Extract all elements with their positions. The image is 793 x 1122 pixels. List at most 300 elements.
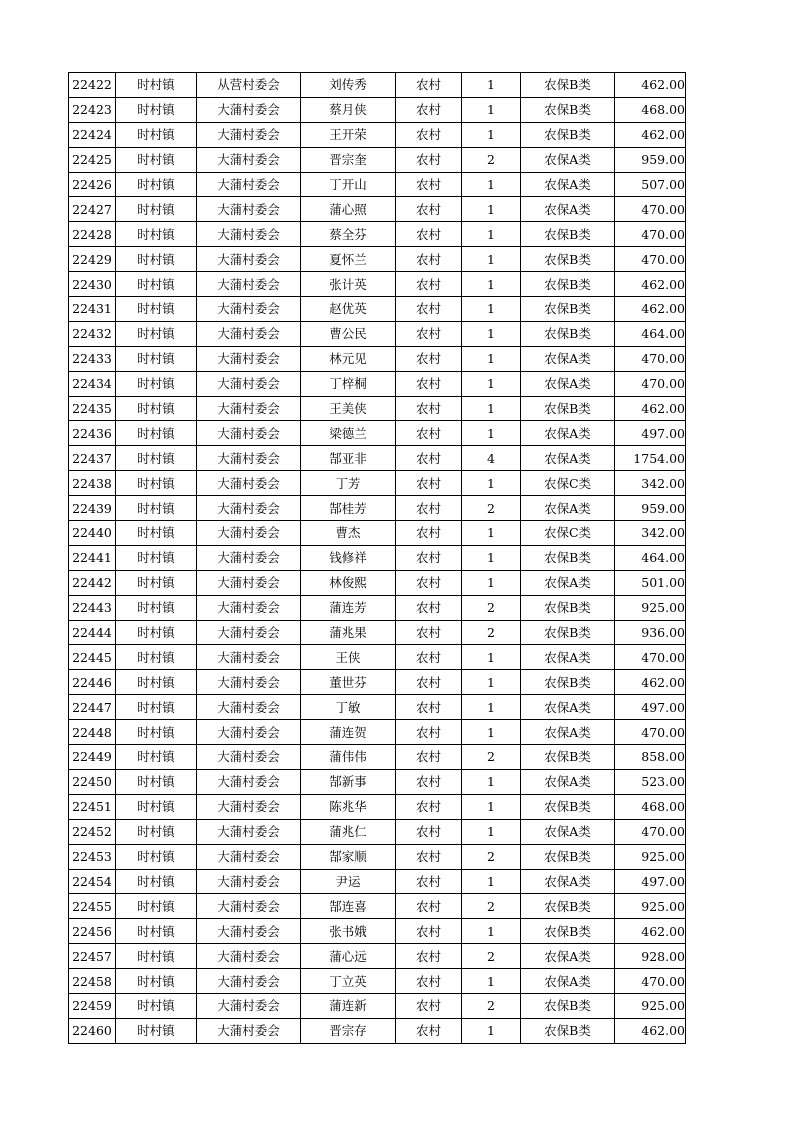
area-cell: 农村 [396, 645, 462, 670]
count-cell: 1 [462, 247, 521, 272]
name-cell: 林俊熙 [301, 570, 396, 595]
committee-cell: 大蒲村委会 [197, 595, 301, 620]
name-cell: 刘传秀 [301, 73, 396, 98]
town-cell: 时村镇 [116, 645, 197, 670]
table-row [69, 595, 686, 620]
amount-cell: 507.00 [615, 172, 686, 197]
count-cell: 1 [462, 869, 521, 894]
town-cell: 时村镇 [116, 272, 197, 297]
name-cell: 钱修祥 [301, 545, 396, 570]
town-cell: 时村镇 [116, 197, 197, 222]
category-cell: 农保B类 [521, 993, 615, 1018]
category-cell: 农保A类 [521, 570, 615, 595]
count-cell: 1 [462, 521, 521, 546]
name-cell: 张书娥 [301, 919, 396, 944]
amount-cell: 936.00 [615, 620, 686, 645]
town-cell: 时村镇 [116, 1018, 197, 1043]
count-cell: 1 [462, 321, 521, 346]
amount-cell: 462.00 [615, 396, 686, 421]
town-cell: 时村镇 [116, 396, 197, 421]
category-cell: 农保B类 [521, 396, 615, 421]
area-cell: 农村 [396, 147, 462, 172]
area-cell: 农村 [396, 321, 462, 346]
town-cell: 时村镇 [116, 147, 197, 172]
table-row [69, 819, 686, 844]
town-cell: 时村镇 [116, 222, 197, 247]
name-cell: 蒲心远 [301, 944, 396, 969]
amount-cell: 470.00 [615, 819, 686, 844]
name-cell: 梁德兰 [301, 421, 396, 446]
town-cell: 时村镇 [116, 670, 197, 695]
table-row [69, 147, 686, 172]
record-id-cell: 22449 [69, 745, 116, 770]
record-id-cell: 22443 [69, 595, 116, 620]
town-cell: 时村镇 [116, 73, 197, 98]
category-cell: 农保A类 [521, 496, 615, 521]
town-cell: 时村镇 [116, 446, 197, 471]
committee-cell: 大蒲村委会 [197, 993, 301, 1018]
amount-cell: 462.00 [615, 1018, 686, 1043]
category-cell: 农保B类 [521, 97, 615, 122]
amount-cell: 470.00 [615, 969, 686, 994]
area-cell: 农村 [396, 670, 462, 695]
town-cell: 时村镇 [116, 919, 197, 944]
table-row [69, 794, 686, 819]
area-cell: 农村 [396, 272, 462, 297]
table-row [69, 969, 686, 994]
category-cell: 农保B类 [521, 297, 615, 322]
committee-cell: 大蒲村委会 [197, 147, 301, 172]
committee-cell: 大蒲村委会 [197, 97, 301, 122]
category-cell: 农保A类 [521, 645, 615, 670]
count-cell: 1 [462, 570, 521, 595]
category-cell: 农保A类 [521, 769, 615, 794]
town-cell: 时村镇 [116, 695, 197, 720]
category-cell: 农保B类 [521, 545, 615, 570]
table-row [69, 297, 686, 322]
category-cell: 农保B类 [521, 844, 615, 869]
name-cell: 曹杰 [301, 521, 396, 546]
table-row [69, 745, 686, 770]
town-cell: 时村镇 [116, 720, 197, 745]
area-cell: 农村 [396, 496, 462, 521]
count-cell: 2 [462, 993, 521, 1018]
amount-cell: 470.00 [615, 346, 686, 371]
committee-cell: 大蒲村委会 [197, 695, 301, 720]
amount-cell: 959.00 [615, 496, 686, 521]
committee-cell: 大蒲村委会 [197, 570, 301, 595]
record-id-cell: 22436 [69, 421, 116, 446]
table-row [69, 570, 686, 595]
town-cell: 时村镇 [116, 247, 197, 272]
table-row [69, 769, 686, 794]
area-cell: 农村 [396, 73, 462, 98]
amount-cell: 1754.00 [615, 446, 686, 471]
amount-cell: 470.00 [615, 371, 686, 396]
category-cell: 农保B类 [521, 272, 615, 297]
area-cell: 农村 [396, 794, 462, 819]
category-cell: 农保B类 [521, 919, 615, 944]
table-body [69, 73, 686, 1044]
table-row [69, 993, 686, 1018]
name-cell: 丁敏 [301, 695, 396, 720]
committee-cell: 大蒲村委会 [197, 471, 301, 496]
amount-cell: 462.00 [615, 122, 686, 147]
name-cell: 蒲连贺 [301, 720, 396, 745]
amount-cell: 858.00 [615, 745, 686, 770]
record-id-cell: 22452 [69, 819, 116, 844]
category-cell: 农保A类 [521, 720, 615, 745]
category-cell: 农保B类 [521, 794, 615, 819]
area-cell: 农村 [396, 197, 462, 222]
committee-cell: 大蒲村委会 [197, 944, 301, 969]
area-cell: 农村 [396, 545, 462, 570]
name-cell: 尹运 [301, 869, 396, 894]
amount-cell: 470.00 [615, 720, 686, 745]
table-row [69, 321, 686, 346]
count-cell: 1 [462, 969, 521, 994]
committee-cell: 大蒲村委会 [197, 396, 301, 421]
name-cell: 郜亚非 [301, 446, 396, 471]
name-cell: 董世芬 [301, 670, 396, 695]
area-cell: 农村 [396, 894, 462, 919]
name-cell: 王美侠 [301, 396, 396, 421]
count-cell: 1 [462, 421, 521, 446]
name-cell: 郜家顺 [301, 844, 396, 869]
count-cell: 2 [462, 745, 521, 770]
category-cell: 农保A类 [521, 147, 615, 172]
committee-cell: 大蒲村委会 [197, 222, 301, 247]
table-row [69, 720, 686, 745]
category-cell: 农保B类 [521, 1018, 615, 1043]
table-row [69, 670, 686, 695]
category-cell: 农保A类 [521, 197, 615, 222]
town-cell: 时村镇 [116, 471, 197, 496]
amount-cell: 470.00 [615, 222, 686, 247]
amount-cell: 925.00 [615, 844, 686, 869]
town-cell: 时村镇 [116, 172, 197, 197]
amount-cell: 925.00 [615, 993, 686, 1018]
category-cell: 农保A类 [521, 172, 615, 197]
name-cell: 夏怀兰 [301, 247, 396, 272]
amount-cell: 342.00 [615, 521, 686, 546]
committee-cell: 大蒲村委会 [197, 894, 301, 919]
town-cell: 时村镇 [116, 521, 197, 546]
name-cell: 丁梓桐 [301, 371, 396, 396]
count-cell: 1 [462, 346, 521, 371]
name-cell: 蒲兆仁 [301, 819, 396, 844]
count-cell: 1 [462, 371, 521, 396]
committee-cell: 大蒲村委会 [197, 545, 301, 570]
category-cell: 农保C类 [521, 471, 615, 496]
category-cell: 农保B类 [521, 620, 615, 645]
record-id-cell: 22426 [69, 172, 116, 197]
area-cell: 农村 [396, 446, 462, 471]
town-cell: 时村镇 [116, 122, 197, 147]
record-id-cell: 22458 [69, 969, 116, 994]
record-id-cell: 22453 [69, 844, 116, 869]
committee-cell: 大蒲村委会 [197, 172, 301, 197]
town-cell: 时村镇 [116, 421, 197, 446]
amount-cell: 470.00 [615, 645, 686, 670]
area-cell: 农村 [396, 247, 462, 272]
category-cell: 农保B类 [521, 670, 615, 695]
category-cell: 农保A类 [521, 869, 615, 894]
record-id-cell: 22439 [69, 496, 116, 521]
name-cell: 蒲心照 [301, 197, 396, 222]
table-row [69, 844, 686, 869]
record-id-cell: 22429 [69, 247, 116, 272]
area-cell: 农村 [396, 919, 462, 944]
category-cell: 农保A类 [521, 969, 615, 994]
area-cell: 农村 [396, 346, 462, 371]
amount-cell: 464.00 [615, 321, 686, 346]
town-cell: 时村镇 [116, 570, 197, 595]
town-cell: 时村镇 [116, 745, 197, 770]
table-row [69, 521, 686, 546]
category-cell: 农保B类 [521, 222, 615, 247]
committee-cell: 大蒲村委会 [197, 769, 301, 794]
table-row [69, 471, 686, 496]
table-row [69, 371, 686, 396]
area-cell: 农村 [396, 720, 462, 745]
category-cell: 农保A类 [521, 819, 615, 844]
town-cell: 时村镇 [116, 496, 197, 521]
amount-cell: 925.00 [615, 595, 686, 620]
amount-cell: 342.00 [615, 471, 686, 496]
town-cell: 时村镇 [116, 819, 197, 844]
category-cell: 农保B类 [521, 595, 615, 620]
table-row [69, 446, 686, 471]
town-cell: 时村镇 [116, 769, 197, 794]
count-cell: 1 [462, 670, 521, 695]
committee-cell: 大蒲村委会 [197, 297, 301, 322]
area-cell: 农村 [396, 521, 462, 546]
count-cell: 2 [462, 595, 521, 620]
count-cell: 2 [462, 894, 521, 919]
table-row [69, 645, 686, 670]
area-cell: 农村 [396, 421, 462, 446]
committee-cell: 大蒲村委会 [197, 421, 301, 446]
table-row [69, 97, 686, 122]
amount-cell: 462.00 [615, 272, 686, 297]
record-id-cell: 22428 [69, 222, 116, 247]
record-id-cell: 22431 [69, 297, 116, 322]
name-cell: 郜桂芳 [301, 496, 396, 521]
area-cell: 农村 [396, 595, 462, 620]
record-id-cell: 22450 [69, 769, 116, 794]
name-cell: 郜新事 [301, 769, 396, 794]
committee-cell: 大蒲村委会 [197, 272, 301, 297]
town-cell: 时村镇 [116, 346, 197, 371]
table-row [69, 944, 686, 969]
name-cell: 林元见 [301, 346, 396, 371]
amount-cell: 462.00 [615, 670, 686, 695]
committee-cell: 大蒲村委会 [197, 969, 301, 994]
town-cell: 时村镇 [116, 371, 197, 396]
amount-cell: 497.00 [615, 421, 686, 446]
category-cell: 农保C类 [521, 521, 615, 546]
record-id-cell: 22440 [69, 521, 116, 546]
count-cell: 1 [462, 819, 521, 844]
category-cell: 农保A类 [521, 944, 615, 969]
committee-cell: 大蒲村委会 [197, 446, 301, 471]
town-cell: 时村镇 [116, 97, 197, 122]
record-id-cell: 22427 [69, 197, 116, 222]
amount-cell: 497.00 [615, 695, 686, 720]
record-id-cell: 22435 [69, 396, 116, 421]
name-cell: 蒲连芳 [301, 595, 396, 620]
count-cell: 1 [462, 97, 521, 122]
record-id-cell: 22432 [69, 321, 116, 346]
amount-cell: 925.00 [615, 894, 686, 919]
table-row [69, 346, 686, 371]
record-id-cell: 22434 [69, 371, 116, 396]
town-cell: 时村镇 [116, 944, 197, 969]
record-id-cell: 22446 [69, 670, 116, 695]
count-cell: 1 [462, 396, 521, 421]
count-cell: 1 [462, 197, 521, 222]
record-id-cell: 22457 [69, 944, 116, 969]
record-id-cell: 22451 [69, 794, 116, 819]
count-cell: 1 [462, 73, 521, 98]
amount-cell: 497.00 [615, 869, 686, 894]
category-cell: 农保A类 [521, 371, 615, 396]
committee-cell: 大蒲村委会 [197, 720, 301, 745]
area-cell: 农村 [396, 122, 462, 147]
committee-cell: 大蒲村委会 [197, 819, 301, 844]
area-cell: 农村 [396, 297, 462, 322]
name-cell: 蒲连新 [301, 993, 396, 1018]
area-cell: 农村 [396, 570, 462, 595]
area-cell: 农村 [396, 993, 462, 1018]
table-row [69, 894, 686, 919]
count-cell: 1 [462, 919, 521, 944]
category-cell: 农保A类 [521, 421, 615, 446]
record-id-cell: 22460 [69, 1018, 116, 1043]
town-cell: 时村镇 [116, 545, 197, 570]
table-row [69, 197, 686, 222]
committee-cell: 大蒲村委会 [197, 1018, 301, 1043]
table-row [69, 73, 686, 98]
area-cell: 农村 [396, 819, 462, 844]
count-cell: 2 [462, 496, 521, 521]
name-cell: 陈兆华 [301, 794, 396, 819]
area-cell: 农村 [396, 620, 462, 645]
area-cell: 农村 [396, 471, 462, 496]
area-cell: 农村 [396, 172, 462, 197]
record-id-cell: 22433 [69, 346, 116, 371]
name-cell: 张计英 [301, 272, 396, 297]
table-row [69, 421, 686, 446]
area-cell: 农村 [396, 745, 462, 770]
committee-cell: 大蒲村委会 [197, 919, 301, 944]
committee-cell: 大蒲村委会 [197, 844, 301, 869]
record-id-cell: 22455 [69, 894, 116, 919]
amount-cell: 462.00 [615, 919, 686, 944]
area-cell: 农村 [396, 222, 462, 247]
record-id-cell: 22444 [69, 620, 116, 645]
table-row [69, 122, 686, 147]
table-row [69, 396, 686, 421]
committee-cell: 大蒲村委会 [197, 670, 301, 695]
table-row [69, 1018, 686, 1043]
record-id-cell: 22441 [69, 545, 116, 570]
category-cell: 农保B类 [521, 73, 615, 98]
count-cell: 2 [462, 944, 521, 969]
name-cell: 曹公民 [301, 321, 396, 346]
committee-cell: 大蒲村委会 [197, 521, 301, 546]
count-cell: 1 [462, 222, 521, 247]
record-id-cell: 22456 [69, 919, 116, 944]
count-cell: 1 [462, 122, 521, 147]
count-cell: 1 [462, 297, 521, 322]
count-cell: 1 [462, 769, 521, 794]
name-cell: 晋宗奎 [301, 147, 396, 172]
name-cell: 蒲伟伟 [301, 745, 396, 770]
record-id-cell: 22423 [69, 97, 116, 122]
count-cell: 1 [462, 645, 521, 670]
table-row [69, 620, 686, 645]
count-cell: 1 [462, 172, 521, 197]
table-row [69, 869, 686, 894]
category-cell: 农保B类 [521, 122, 615, 147]
category-cell: 农保B类 [521, 321, 615, 346]
amount-cell: 928.00 [615, 944, 686, 969]
record-id-cell: 22424 [69, 122, 116, 147]
committee-cell: 大蒲村委会 [197, 869, 301, 894]
amount-cell: 470.00 [615, 197, 686, 222]
area-cell: 农村 [396, 371, 462, 396]
count-cell: 2 [462, 844, 521, 869]
record-id-cell: 22425 [69, 147, 116, 172]
table-row [69, 919, 686, 944]
count-cell: 2 [462, 620, 521, 645]
category-cell: 农保B类 [521, 745, 615, 770]
record-id-cell: 22445 [69, 645, 116, 670]
area-cell: 农村 [396, 969, 462, 994]
town-cell: 时村镇 [116, 620, 197, 645]
count-cell: 1 [462, 695, 521, 720]
committee-cell: 从营村委会 [197, 73, 301, 98]
town-cell: 时村镇 [116, 869, 197, 894]
committee-cell: 大蒲村委会 [197, 496, 301, 521]
amount-cell: 468.00 [615, 97, 686, 122]
name-cell: 王开荣 [301, 122, 396, 147]
name-cell: 赵优英 [301, 297, 396, 322]
amount-cell: 464.00 [615, 545, 686, 570]
town-cell: 时村镇 [116, 297, 197, 322]
record-id-cell: 22459 [69, 993, 116, 1018]
count-cell: 4 [462, 446, 521, 471]
name-cell: 蒲兆果 [301, 620, 396, 645]
category-cell: 农保A类 [521, 346, 615, 371]
name-cell: 晋宗存 [301, 1018, 396, 1043]
committee-cell: 大蒲村委会 [197, 371, 301, 396]
committee-cell: 大蒲村委会 [197, 122, 301, 147]
town-cell: 时村镇 [116, 894, 197, 919]
committee-cell: 大蒲村委会 [197, 247, 301, 272]
name-cell: 丁开山 [301, 172, 396, 197]
count-cell: 1 [462, 545, 521, 570]
area-cell: 农村 [396, 769, 462, 794]
table-row [69, 695, 686, 720]
town-cell: 时村镇 [116, 321, 197, 346]
town-cell: 时村镇 [116, 969, 197, 994]
count-cell: 1 [462, 272, 521, 297]
town-cell: 时村镇 [116, 993, 197, 1018]
record-id-cell: 22454 [69, 869, 116, 894]
